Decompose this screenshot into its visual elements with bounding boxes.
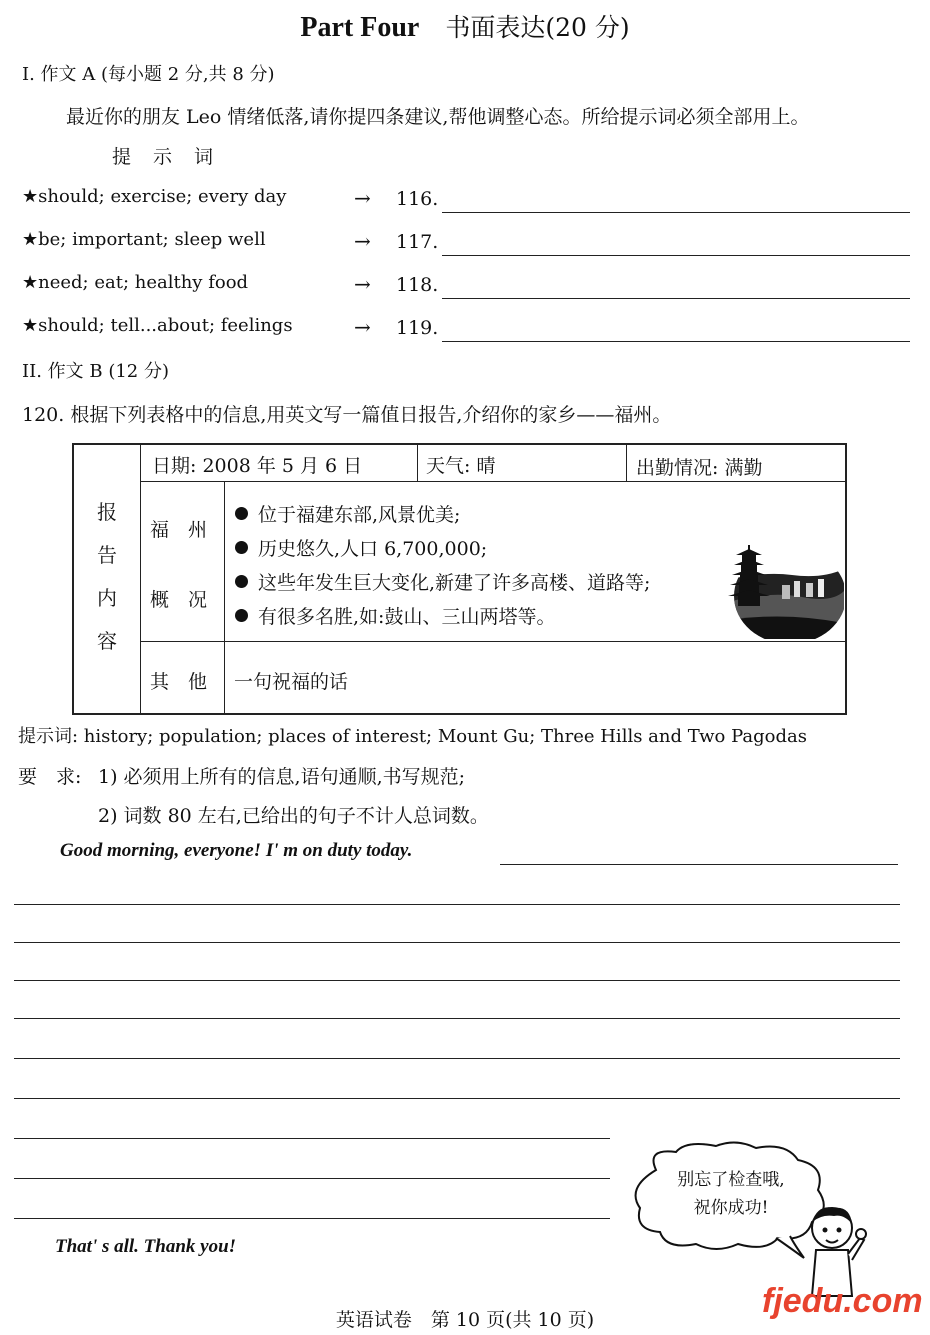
opening-sentence: Good morning, everyone! I' m on duty today. (60, 840, 413, 861)
item-number-119: 119. (396, 317, 439, 339)
answer-line-117[interactable] (442, 255, 910, 256)
page-title (0, 8, 930, 44)
section-a-heading: I. 作文 A (每小题 2 分,共 8 分) (22, 64, 275, 85)
overview-bullet: 这些年发生巨大变化,新建了许多高楼、道路等; (235, 568, 650, 595)
title-cn: 书面表达(20 分) (445, 13, 630, 42)
answer-line-116[interactable] (442, 212, 910, 213)
report-label-char: 内 (97, 586, 117, 610)
writing-line[interactable] (500, 864, 898, 865)
writing-line[interactable] (14, 1218, 610, 1219)
weather-cell: 天气: 晴 (426, 455, 496, 477)
writing-line[interactable] (14, 904, 900, 905)
bullet-icon (235, 507, 248, 520)
writing-line[interactable] (14, 1138, 610, 1139)
writing-line[interactable] (14, 942, 900, 943)
question-120: 120. 根据下列表格中的信息,用英文写一篇值日报告,介绍你的家乡——福州。 (22, 404, 672, 426)
requirement-label: 要 求: (18, 766, 82, 788)
overview-label-1: 福 州 (150, 519, 208, 541)
bullet-icon (235, 609, 248, 622)
cue-119: ★should; tell...about; feelings (22, 315, 293, 336)
arrow-icon: → (354, 272, 371, 296)
closing-sentence: That' s all. Thank you! (55, 1236, 237, 1257)
cue-118: ★need; eat; healthy food (22, 272, 249, 293)
writing-line[interactable] (14, 1018, 900, 1019)
date-cell: 日期: 2008 年 5 月 6 日 (152, 455, 363, 477)
bubble-line-2: 祝你成功! (693, 1198, 769, 1218)
writing-line[interactable] (14, 1178, 610, 1179)
overview-bullet: 历史悠久,人口 6,700,000; (235, 534, 487, 561)
overview-bullet: 有很多名胜,如:鼓山、三山两塔等。 (235, 602, 555, 629)
requirement-1: 1) 必须用上所有的信息,语句通顺,书写规范; (98, 766, 466, 788)
bullet-icon (235, 541, 248, 554)
writing-line[interactable] (14, 980, 900, 981)
writing-line[interactable] (14, 1098, 900, 1099)
attendance-cell: 出勤情况: 满勤 (636, 457, 763, 479)
report-label-char: 报 (97, 500, 117, 524)
section-b-heading: II. 作文 B (12 分) (22, 361, 170, 382)
watermark-logo: fjedu.com (762, 1282, 923, 1320)
report-label-char: 容 (97, 629, 117, 653)
hint-label: 提示词 (112, 146, 236, 168)
bullet-icon (235, 575, 248, 588)
bubble-text (646, 1166, 816, 1222)
page-footer: 英语试卷 第 10 页(共 10 页) (335, 1309, 595, 1331)
answer-line-119[interactable] (442, 341, 910, 342)
answer-line-118[interactable] (442, 298, 910, 299)
overview-bullet: 位于福建东部,风景优美; (235, 500, 460, 527)
requirement-2: 2) 词数 80 左右,已给出的句子不计人总词数。 (98, 805, 489, 827)
bubble-line-1: 别忘了检查哦, (677, 1170, 785, 1190)
other-text: 一句祝福的话 (234, 671, 349, 693)
arrow-icon: → (354, 315, 371, 339)
writing-line[interactable] (14, 1058, 900, 1059)
hint-words: 提示词: history; population; places of interest; Mount Gu; Three Hills and Two Pagodas (18, 726, 807, 747)
item-number-116: 116. (396, 188, 439, 210)
cue-117: ★be; important; sleep well (22, 229, 266, 250)
title-en: Part Four (300, 12, 420, 43)
cue-116: ★should; exercise; every day (22, 186, 287, 207)
overview-label-2: 概 况 (150, 589, 208, 611)
item-number-117: 117. (396, 231, 439, 253)
section-a-instruction: 最近你的朋友 Leo 情绪低落,请你提四条建议,帮他调整心态。所给提示词必须全部用上。 (66, 106, 810, 128)
arrow-icon: → (354, 186, 371, 210)
pagoda-scenery-illustration (722, 541, 844, 639)
arrow-icon: → (354, 229, 371, 253)
item-number-118: 118. (396, 274, 439, 296)
other-label: 其 他 (150, 671, 208, 693)
report-label-char: 告 (97, 543, 117, 567)
